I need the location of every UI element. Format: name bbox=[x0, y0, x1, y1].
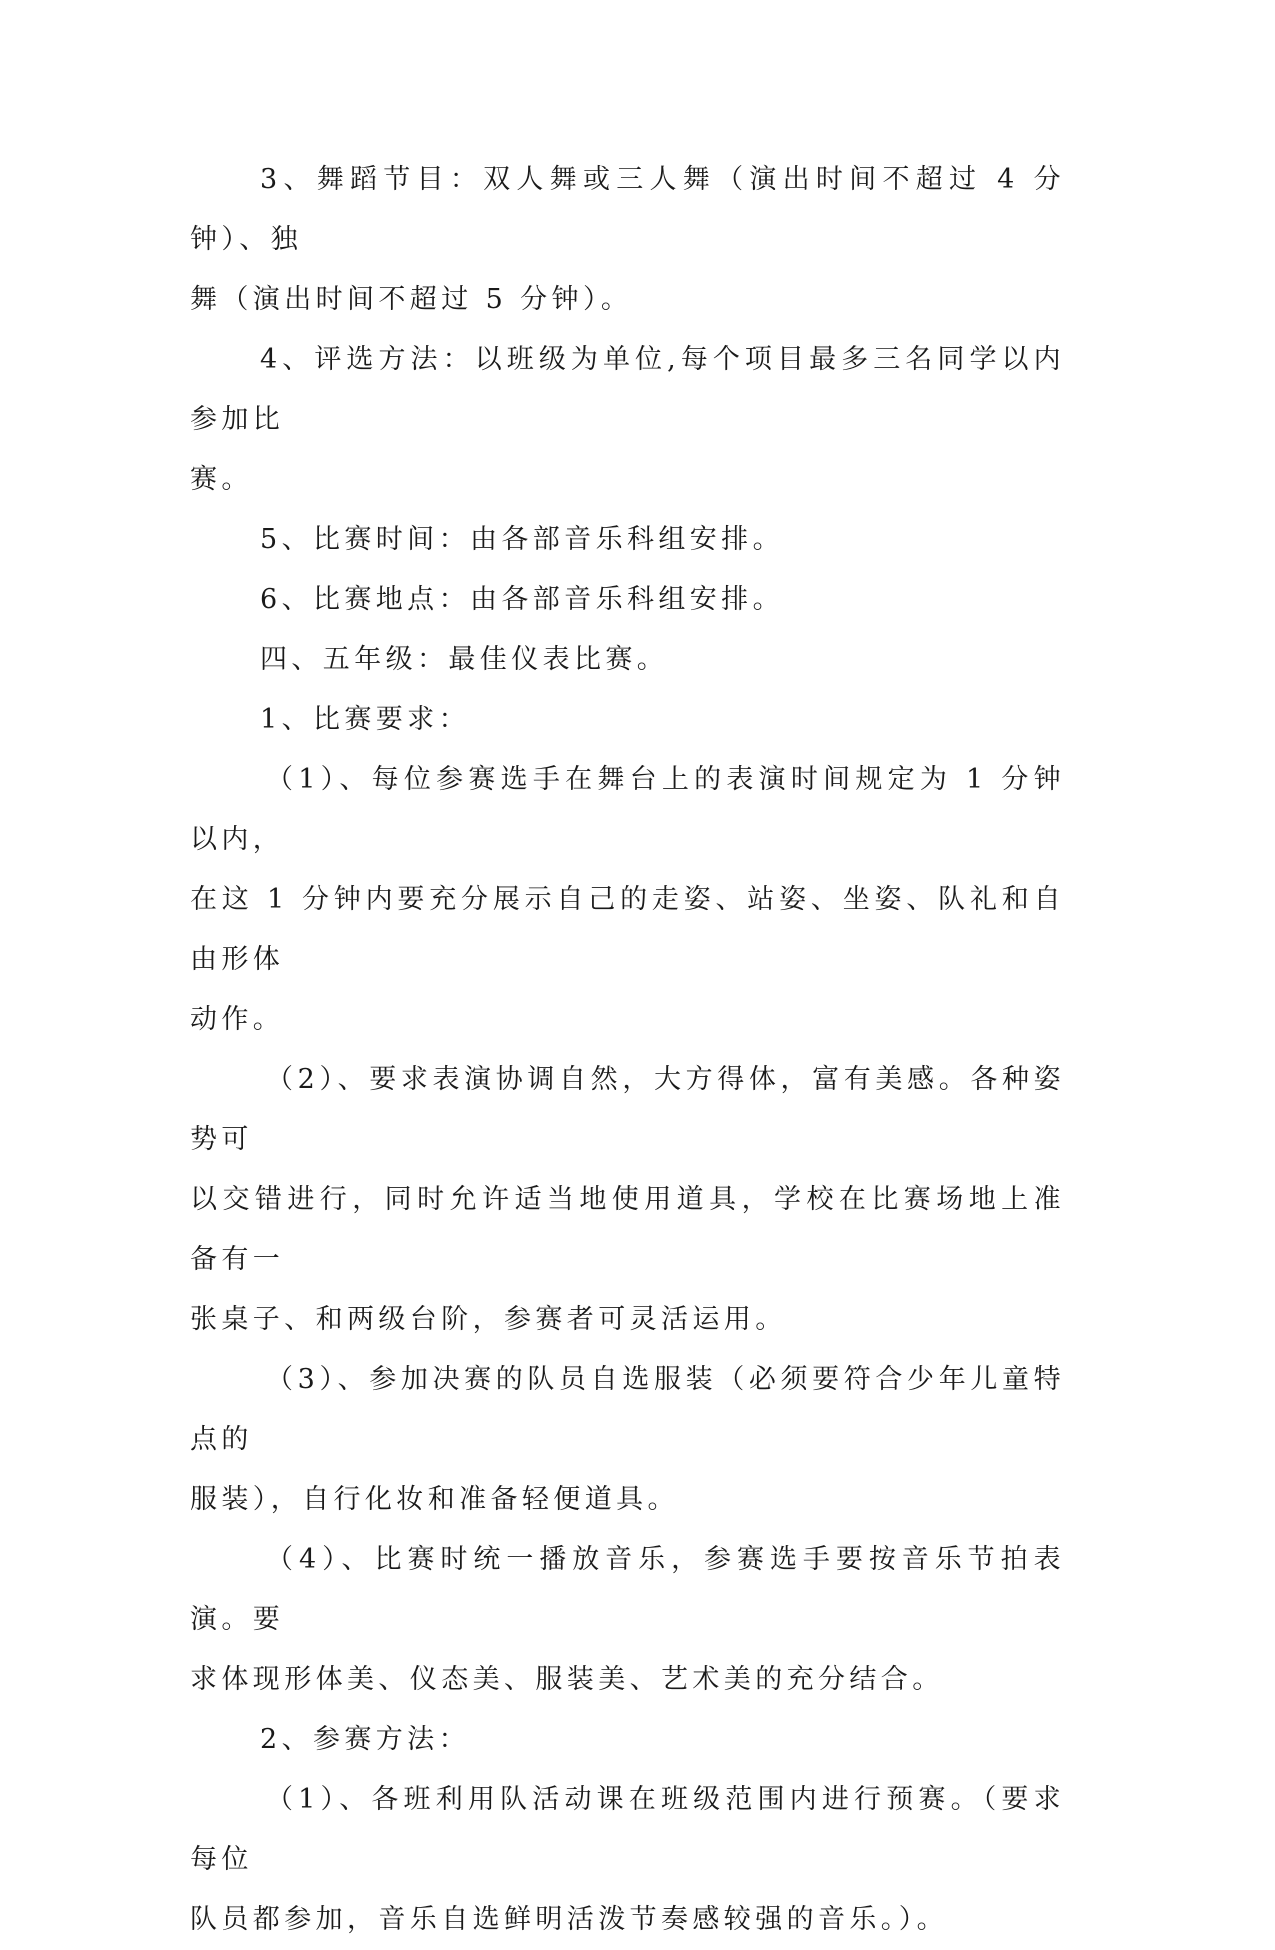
paragraph-competition-venue bbox=[190, 570, 1065, 630]
text-line: 6、比赛地点：由各部音乐科组安排。 bbox=[260, 584, 784, 615]
method-item-1 bbox=[190, 1770, 1065, 1950]
text-line: 4、评选方法：以班级为单位,每个项目最多三名同学以内参加比 bbox=[190, 344, 1065, 435]
requirement-item-1 bbox=[190, 750, 1065, 1050]
text-line: 求体现形体美、仪态美、服装美、艺术美的充分结合。 bbox=[190, 1664, 944, 1695]
paragraph-dance-program bbox=[190, 150, 1065, 330]
text-line: 3、舞蹈节目：双人舞或三人舞（演出时间不超过 4 分钟）、独 bbox=[190, 164, 1065, 255]
text-line: 舞（演出时间不超过 5 分钟）。 bbox=[190, 284, 633, 315]
text-line: 张桌子、和两级台阶，参赛者可灵活运用。 bbox=[190, 1304, 787, 1335]
text-line: （3）、参加决赛的队员自选服装（必须要符合少年儿童特点的 bbox=[190, 1364, 1065, 1455]
text-line: （4）、比赛时统一播放音乐，参赛选手要按音乐节拍表演。要 bbox=[190, 1544, 1065, 1635]
requirement-item-2 bbox=[190, 1050, 1065, 1350]
text-line: （1）、各班利用队活动课在班级范围内进行预赛。（要求每位 bbox=[190, 1784, 1065, 1875]
text-line: （2）、要求表演协调自然，大方得体，富有美感。各种姿势可 bbox=[190, 1064, 1065, 1155]
text-line: 赛。 bbox=[190, 464, 253, 495]
text-line: 四、五年级：最佳仪表比赛。 bbox=[260, 644, 669, 675]
paragraph-selection-method bbox=[190, 330, 1065, 510]
text-line: 动作。 bbox=[190, 1004, 285, 1035]
text-line: 5、比赛时间：由各部音乐科组安排。 bbox=[260, 524, 784, 555]
text-line: （1）、每位参赛选手在舞台上的表演时间规定为 1 分钟以内， bbox=[190, 764, 1065, 855]
text-line: 队员都参加，音乐自选鲜明活泼节奏感较强的音乐。）。 bbox=[190, 1904, 948, 1935]
text-line: 在这 1 分钟内要充分展示自己的走姿、站姿、坐姿、队礼和自由形体 bbox=[190, 884, 1065, 975]
text-line: 以交错进行，同时允许适当地使用道具，学校在比赛场地上准备有一 bbox=[190, 1184, 1065, 1275]
requirement-item-4 bbox=[190, 1530, 1065, 1710]
subheading-requirements bbox=[190, 690, 1065, 750]
subheading-participation-method bbox=[190, 1710, 1065, 1770]
text-line: 2、参赛方法： bbox=[260, 1724, 470, 1755]
section-heading-grade-five bbox=[190, 630, 1065, 690]
paragraph-competition-time bbox=[190, 510, 1065, 570]
text-line: 服装），自行化妆和准备轻便道具。 bbox=[190, 1484, 679, 1515]
requirement-item-3 bbox=[190, 1350, 1065, 1530]
text-line: 1、比赛要求： bbox=[260, 704, 470, 735]
